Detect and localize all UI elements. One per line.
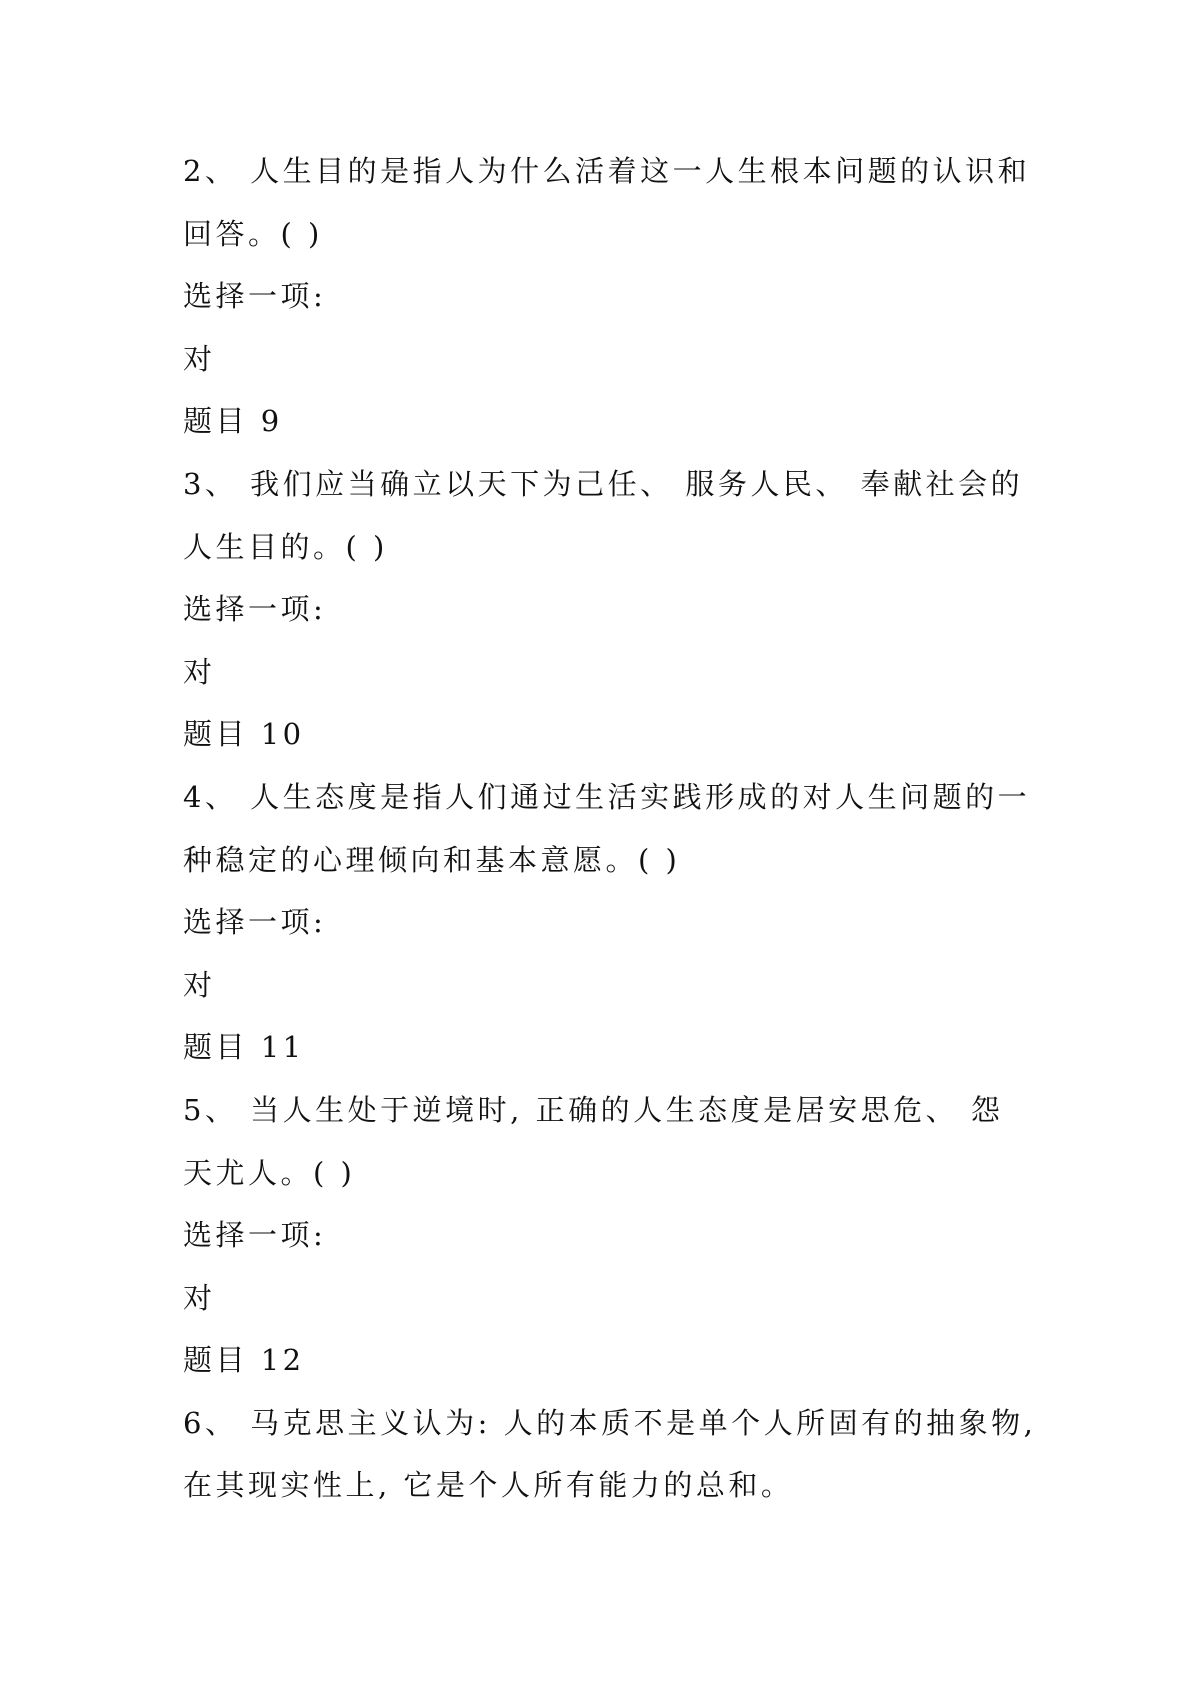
- answer-option: 对: [183, 341, 216, 376]
- question-number-heading: 题目 12: [183, 1343, 305, 1378]
- question-2-text-line-2: 回答。( ): [183, 216, 323, 251]
- question-6-text-line-1: 6、 马克思主义认为: 人的本质不是单个人所固有的抽象物,: [183, 1405, 1037, 1440]
- choice-prompt: 选择一项:: [183, 279, 327, 314]
- answer-option: 对: [183, 967, 216, 1002]
- answer-option: 对: [183, 1280, 216, 1315]
- question-4-text-line-1: 4、 人生态度是指人们通过生活实践形成的对人生问题的一: [183, 779, 1031, 814]
- question-number-heading: 题目 10: [183, 717, 305, 752]
- question-5-text-line-1: 5、 当人生处于逆境时, 正确的人生态度是居安思危、 怨: [183, 1092, 1004, 1127]
- question-4-text-line-2: 种稳定的心理倾向和基本意愿。( ): [183, 842, 681, 877]
- choice-prompt: 选择一项:: [183, 592, 327, 627]
- question-5-text-line-2: 天尤人。( ): [183, 1155, 356, 1190]
- document-body: [183, 140, 1037, 1517]
- answer-option: 对: [183, 654, 216, 689]
- question-3-text-line-2: 人生目的。( ): [183, 529, 388, 564]
- question-3-text-line-1: 3、 我们应当确立以天下为己任、 服务人民、 奉献社会的: [183, 466, 1024, 501]
- choice-prompt: 选择一项:: [183, 1218, 327, 1253]
- choice-prompt: 选择一项:: [183, 905, 327, 940]
- question-number-heading: 题目 11: [183, 1030, 305, 1065]
- question-2-text-line-1: 2、 人生目的是指人为什么活着这一人生根本问题的认识和: [183, 154, 1031, 188]
- question-number-heading: 题目 9: [183, 404, 283, 439]
- question-6-text-line-2: 在其现实性上, 它是个人所有能力的总和。: [183, 1468, 794, 1503]
